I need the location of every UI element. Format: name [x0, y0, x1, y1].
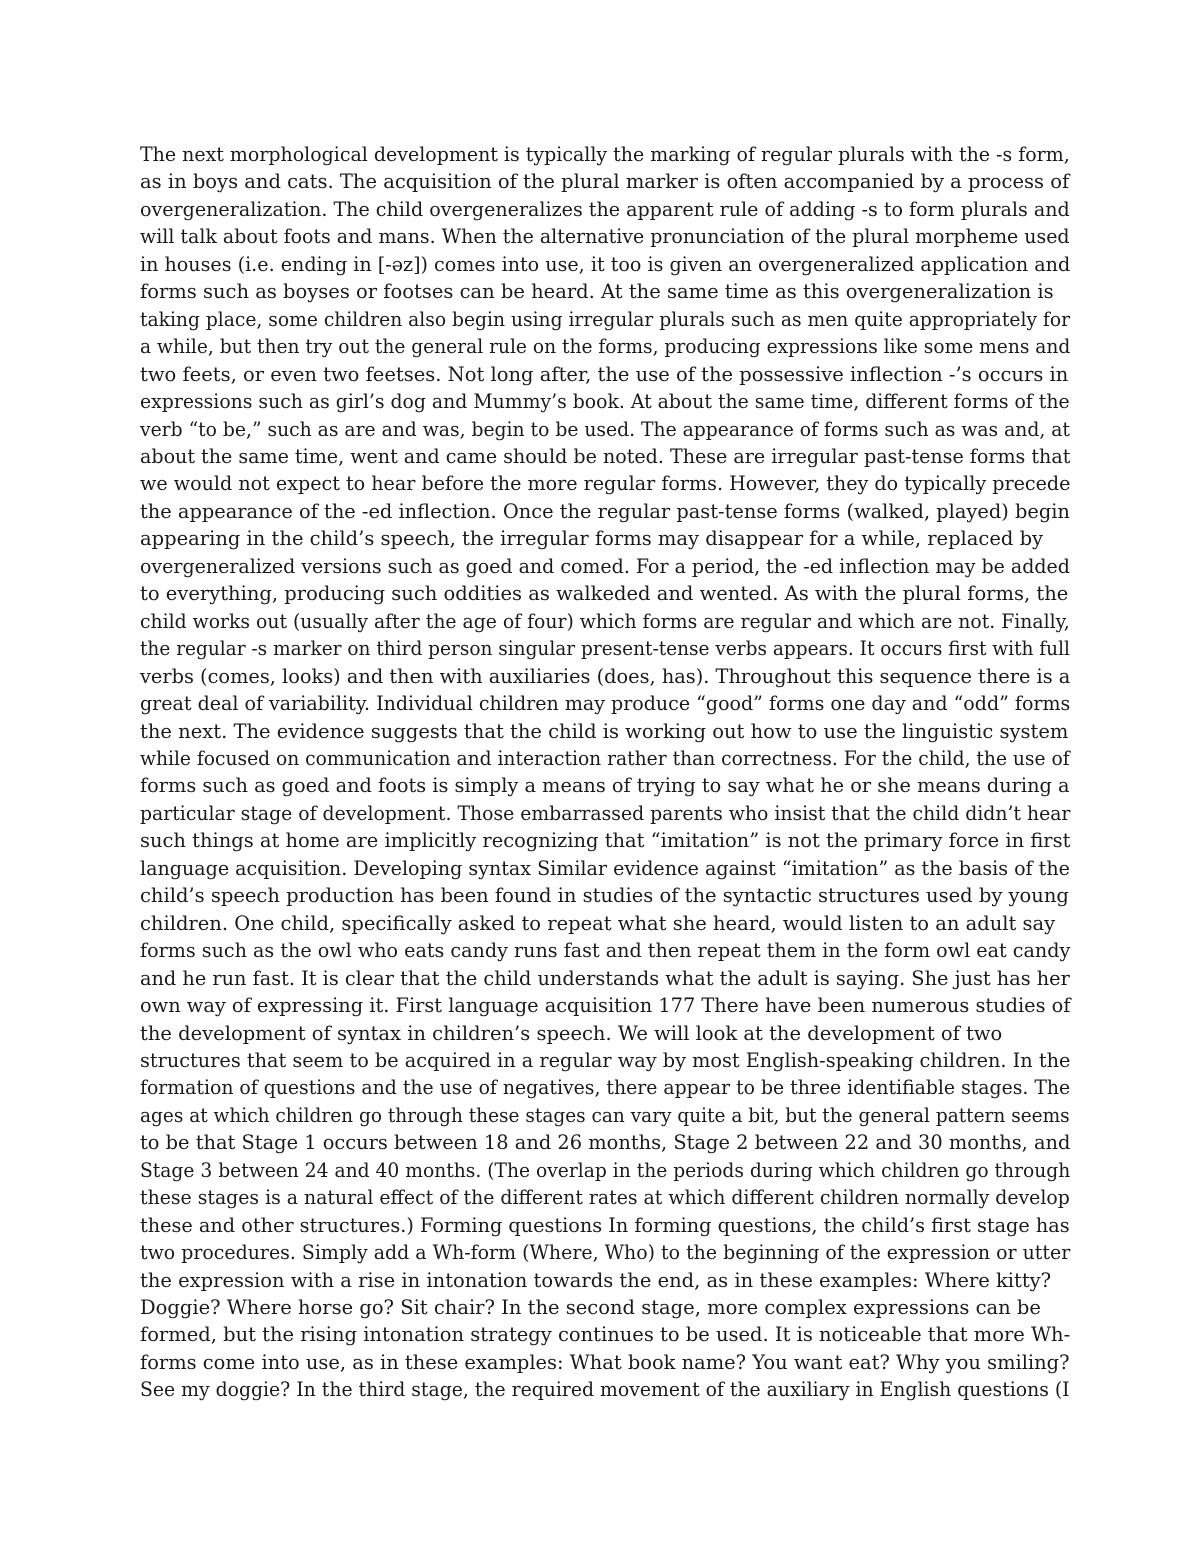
text-line: The next morphological development is typically the marking of regular plurals with the -s form,	[140, 143, 1070, 166]
text-line: forms such as goed and foots is simply a means of trying to say what he or she means during a	[140, 774, 1070, 798]
text-line: formation of questions and the use of negatives, there appear to be three identifiable stages. The	[140, 1076, 1071, 1100]
text-line: these stages is a natural effect of the different rates at which different children normally develop	[140, 1186, 1070, 1210]
text-line: such things at home are implicitly recognizing that “imitation” is not the primary force in first	[140, 829, 1071, 853]
text-line: we would not expect to hear before the more regular forms. However, they do typically precede	[140, 472, 1071, 496]
text-line: will talk about foots and mans. When the alternative pronunciation of the plural morpheme used	[140, 225, 1070, 249]
text-line: these and other structures.) Forming questions In forming questions, the child’s first stage has	[140, 1213, 1070, 1237]
text-line: formed, but the rising intonation strategy continues to be used. It is noticeable that more Wh-	[140, 1323, 1071, 1347]
text-line: two procedures. Simply add a Wh-form (Where, Who) to the beginning of the expression or utter	[140, 1241, 1071, 1265]
text-line: structures that seem to be acquired in a regular way by most English-speaking children. In the	[140, 1048, 1071, 1072]
text-line: the regular -s marker on third person singular present-tense verbs appears. It occurs first with full	[140, 637, 1070, 661]
text-line: particular stage of development. Those embarrassed parents who insist that the child didn’t hear	[140, 801, 1071, 825]
text-line: the expression with a rise in intonation towards the end, as in these examples: Where kitty?	[140, 1268, 1052, 1292]
text-line: verb “to be,” such as are and was, begin to be used. The appearance of forms such as was and, at	[140, 417, 1070, 441]
text-line: child works out (usually after the age of four) which forms are regular and which are not. Finally,	[140, 609, 1070, 633]
text-line: forms such as boyses or footses can be heard. At the same time as this overgeneralization is	[140, 280, 1054, 304]
text-line: expressions such as girl’s dog and Mummy’s book. At about the same time, different forms of the	[140, 390, 1070, 414]
text-line: overgeneralized versions such as goed and comed. For a period, the -ed inflection may be added	[140, 554, 1070, 578]
text-line: great deal of variability. Individual children may produce “good” forms one day and “odd” forms	[140, 692, 1071, 716]
text-line: own way of expressing it. First language acquisition 177 There have been numerous studies of	[140, 994, 1071, 1018]
text-line: the appearance of the -ed inflection. Once the regular past-tense forms (walked, played) begin	[140, 499, 1070, 523]
text-line: overgeneralization. The child overgeneralizes the apparent rule of adding -s to form plurals and	[140, 197, 1070, 221]
text-line: children. One child, specifically asked to repeat what she heard, would listen to an adult say	[140, 911, 1056, 935]
text-line: taking place, some children also begin using irregular plurals such as men quite appropriately for	[140, 307, 1071, 331]
text-line: forms such as the owl who eats candy runs fast and then repeat them in the form owl eat candy	[140, 939, 1071, 963]
text-line: forms come into use, as in these examples: What book name? You want eat? Why you smiling?	[140, 1350, 1070, 1374]
text-line: the next. The evidence suggests that the child is working out how to use the linguistic system	[140, 719, 1069, 743]
text-line: appearing in the child’s speech, the irregular forms may disappear for a while, replaced by	[140, 527, 1044, 551]
text-line: See my doggie? In the third stage, the required movement of the auxiliary in English questions (I	[140, 1378, 1070, 1402]
text-line: the development of syntax in children’s speech. We will look at the development of two	[140, 1021, 1003, 1045]
text-line: Doggie? Where horse go? Sit chair? In the second stage, more complex expressions can be	[140, 1296, 1041, 1320]
text-line: and he run fast. It is clear that the child understands what the adult is saying. She just has her	[140, 966, 1070, 990]
text-line: in houses (i.e. ending in [-əz]) comes into use, it too is given an overgeneralized application and	[140, 252, 1071, 276]
text-line: two feets, or even two feetses. Not long after, the use of the possessive inflection -’s occurs in	[140, 362, 1069, 386]
text-line: as in boys and cats. The acquisition of the plural marker is often accompanied by a process of	[140, 170, 1070, 194]
text-line: a while, but then try out the general rule on the forms, producing expressions like some mens and	[140, 335, 1071, 359]
text-line: verbs (comes, looks) and then with auxiliaries (does, has). Throughout this sequence there is a	[140, 664, 1071, 688]
text-line: child’s speech production has been found in studies of the syntactic structures used by young	[140, 884, 1069, 908]
text-line: Stage 3 between 24 and 40 months. (The overlap in the periods during which children go through	[140, 1158, 1071, 1182]
text-line: to be that Stage 1 occurs between 18 and 26 months, Stage 2 between 22 and 30 months, and	[140, 1131, 1071, 1155]
text-line: about the same time, went and came should be noted. These are irregular past-tense forms that	[140, 444, 1071, 468]
text-line: while focused on communication and interaction rather than correctness. For the child, the use of	[140, 746, 1070, 770]
text-line: ages at which children go through these stages can vary quite a bit, but the general pattern seems	[140, 1103, 1070, 1127]
text-line: language acquisition. Developing syntax Similar evidence against “imitation” as the basis of the	[140, 856, 1070, 880]
text-line: to everything, producing such oddities as walkeded and wented. As with the plural forms, the	[140, 582, 1069, 606]
body-text	[140, 141, 1070, 1404]
